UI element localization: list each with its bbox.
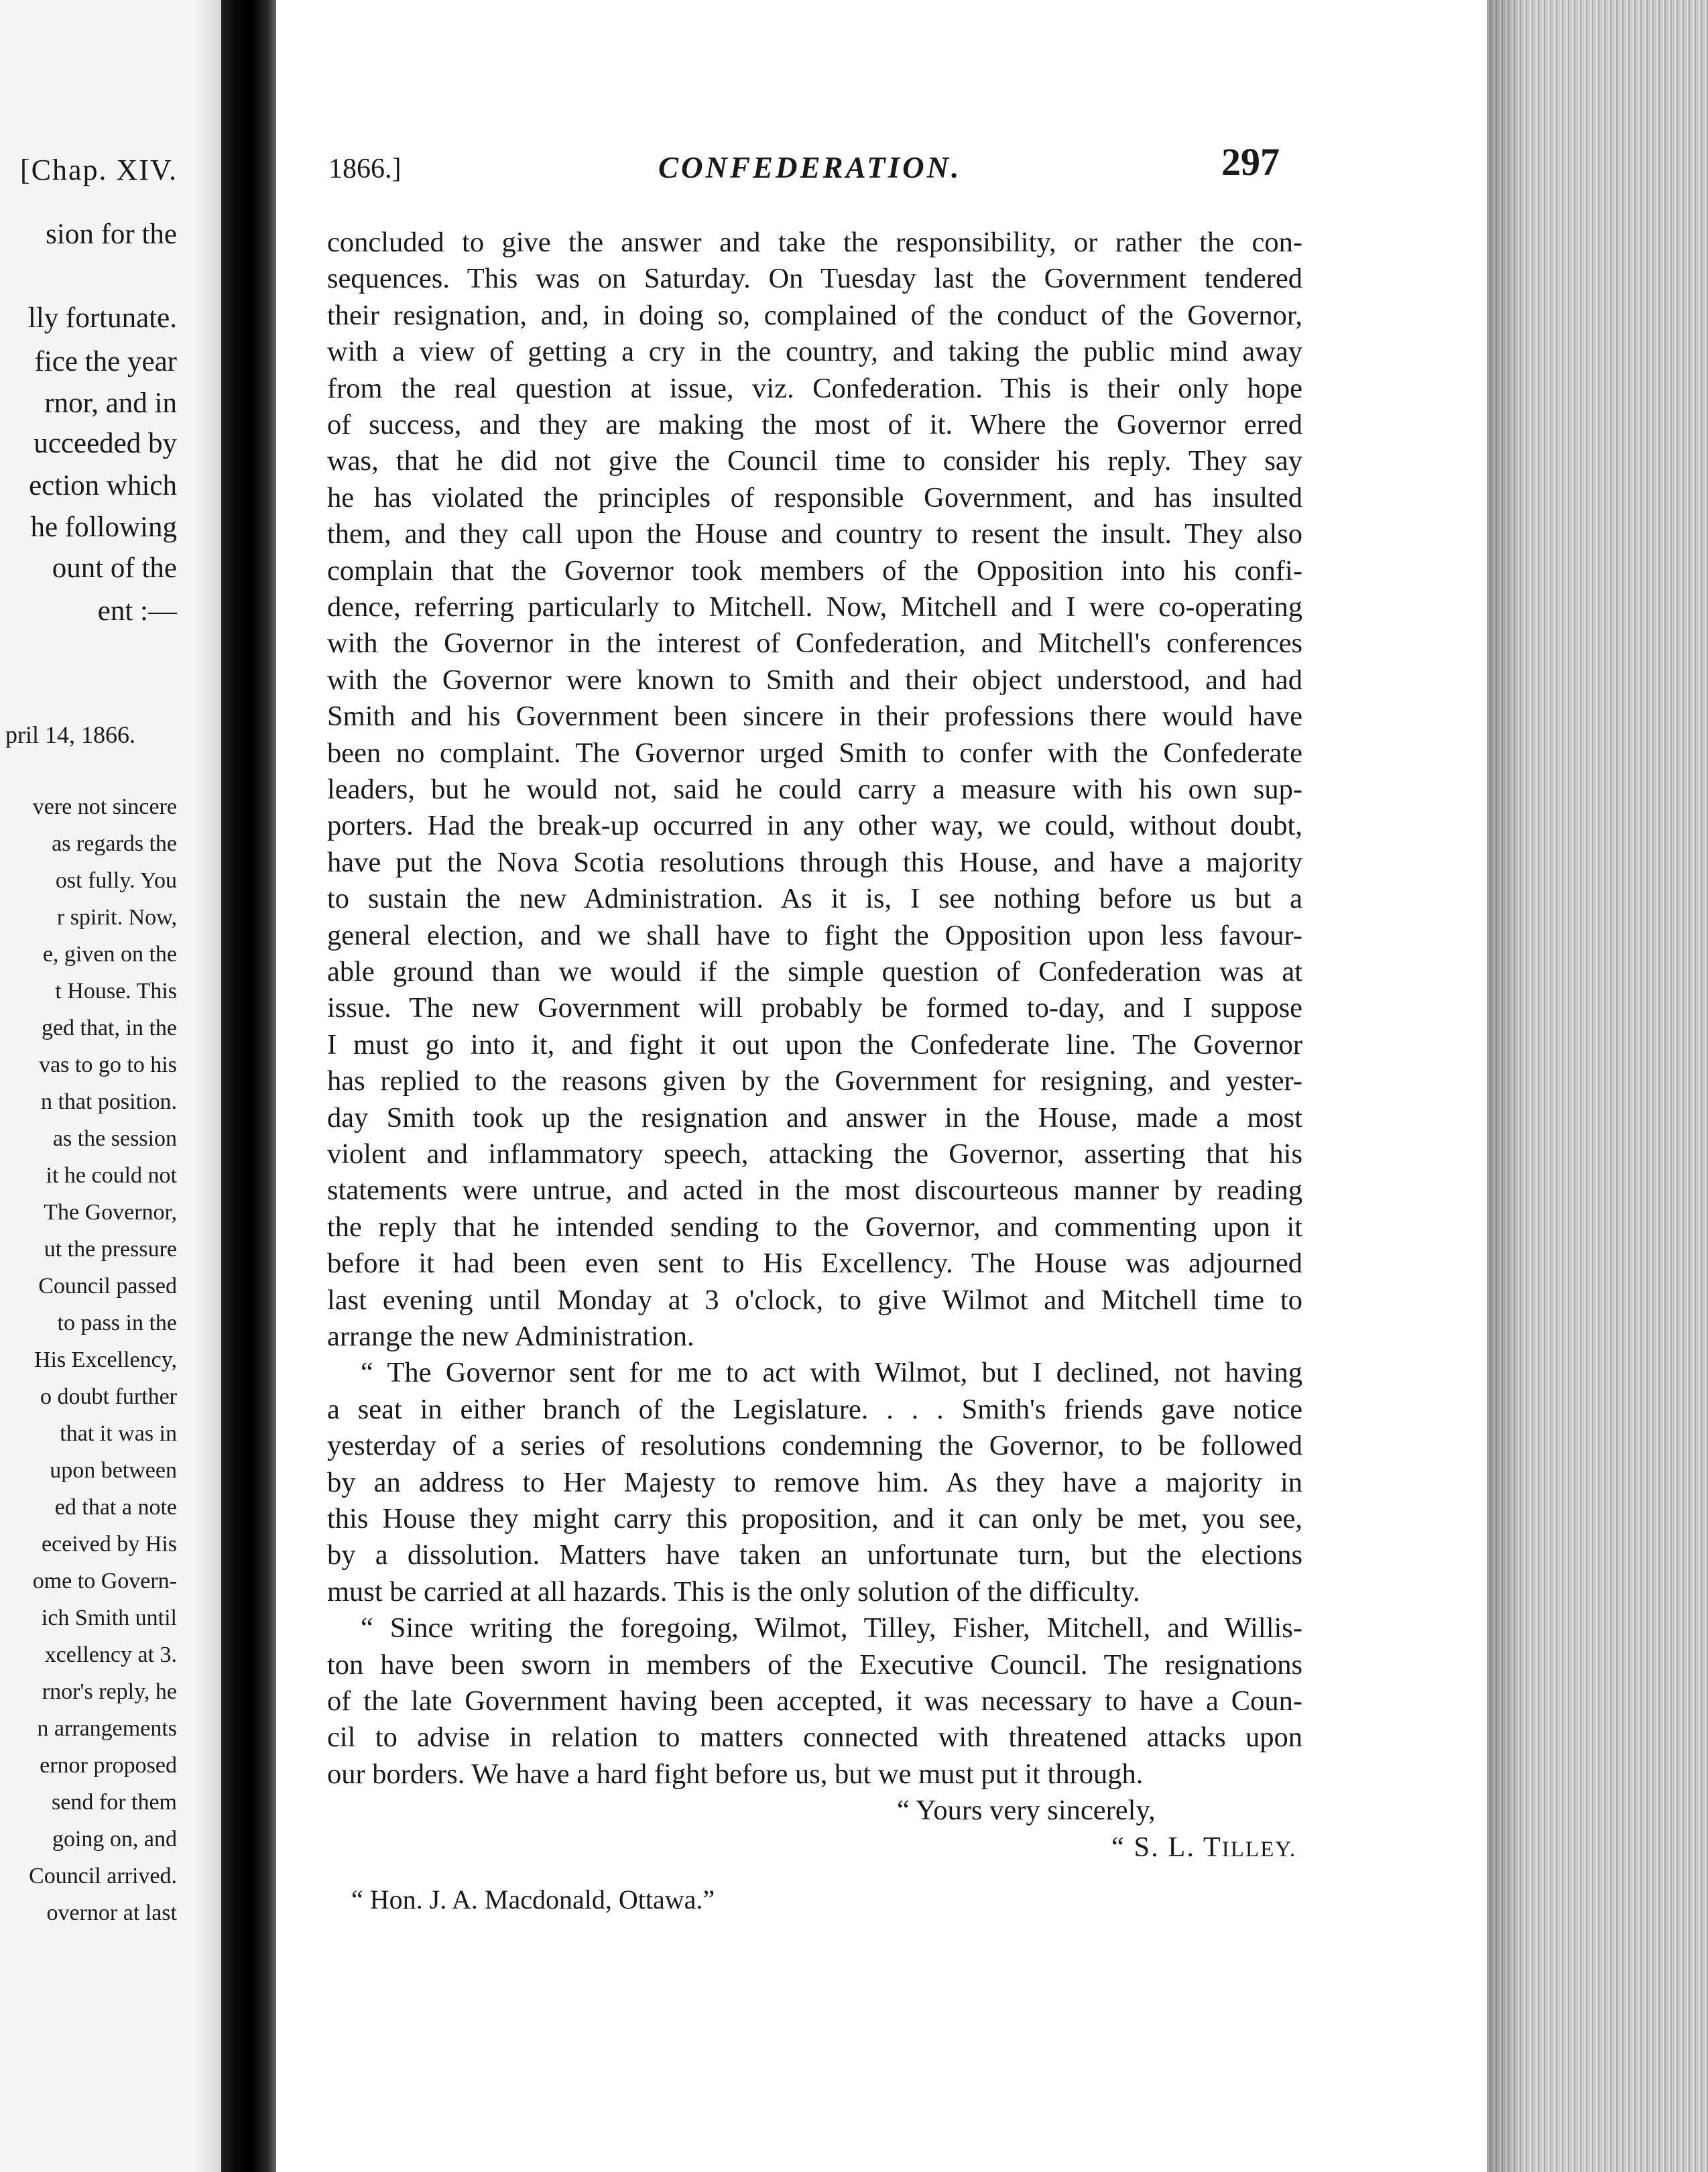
left-page-line: His Excellency, bbox=[34, 1347, 177, 1372]
book-gutter bbox=[221, 0, 276, 2172]
page-number: 297 bbox=[1221, 140, 1280, 184]
left-page-line: The Governor, bbox=[44, 1200, 177, 1225]
left-page-line: vas to go to his bbox=[39, 1052, 177, 1077]
left-page-line: r spirit. Now, bbox=[56, 905, 177, 930]
left-page-line: ich Smith until bbox=[41, 1606, 177, 1630]
left-running-head: [Chap. XIV. bbox=[20, 154, 178, 186]
body-line: “ The Governor sent for me to act with Wilmot, but I declined, not having bbox=[361, 1357, 1302, 1389]
addressee: “ Hon. J. A. Macdonald, Ottawa.” bbox=[351, 1884, 715, 1915]
body-line: this House they might carry this proposition, and it can only be met, you see, bbox=[327, 1503, 1302, 1534]
left-page-line: it he could not bbox=[46, 1163, 177, 1188]
body-line: complain that the Governor took members of the Opposition into his confi- bbox=[327, 554, 1302, 587]
body-line: cil to advise in relation to matters connected with threatened attacks upon bbox=[327, 1722, 1302, 1754]
body-line: before it had been even sent to His Excellency. The House was adjourned bbox=[327, 1248, 1302, 1280]
body-line: day Smith took up the resignation and answer in the House, made a most bbox=[327, 1101, 1302, 1134]
running-head bbox=[276, 134, 1286, 184]
left-page-line: ection which bbox=[29, 470, 177, 501]
left-page-line: Council passed bbox=[38, 1274, 177, 1299]
left-page-line: fice the year bbox=[34, 346, 177, 377]
left-page-line: ount of the bbox=[52, 552, 177, 584]
left-page-line: sion for the bbox=[46, 219, 177, 250]
left-page-line: as the session bbox=[52, 1126, 177, 1151]
body-line: leaders, but he would not, said he could carry a measure with his own sup- bbox=[327, 774, 1302, 805]
body-line: sequences. This was on Saturday. On Tuesday last the Government tendered bbox=[327, 263, 1302, 295]
body-line: issue. The new Government will probably be formed to-day, and I suppose bbox=[327, 992, 1302, 1024]
body-line: by a dissolution. Matters have taken an unfortunate turn, but the elections bbox=[327, 1539, 1302, 1571]
left-page-line: going on, and bbox=[52, 1827, 177, 1852]
body-line: statements were untrue, and acted in the most discourteous manner by reading bbox=[327, 1174, 1302, 1207]
left-page-line: ut the pressure bbox=[44, 1237, 177, 1262]
left-page-line: xcellency at 3. bbox=[44, 1642, 177, 1667]
left-page-line: as regards the bbox=[52, 831, 177, 856]
body-line: must be carried at all hazards. This is the only solution of the difficulty. bbox=[327, 1575, 1140, 1608]
page-edges bbox=[1487, 0, 1708, 2172]
left-page-line: pril 14, 1866. bbox=[5, 721, 135, 748]
left-page-line: eceived by His bbox=[41, 1532, 177, 1557]
left-page-line: ed that a note bbox=[54, 1495, 177, 1520]
body-line: porters. Had the break-up occurred in any other way, we could, without doubt, bbox=[327, 810, 1302, 842]
left-page-line: rnor, and in bbox=[44, 387, 177, 419]
running-head-title: CONFEDERATION. bbox=[658, 151, 962, 184]
body-line: been no complaint. The Governor urged Smith to confer with the Confederate bbox=[327, 737, 1302, 769]
body-line: violent and inflammatory speech, attacking the Governor, asserting that his bbox=[327, 1138, 1302, 1170]
running-head-year: 1866.] bbox=[328, 154, 402, 184]
right-page bbox=[276, 0, 1487, 2172]
left-page-line: overnor at last bbox=[46, 1900, 177, 1925]
body-line: from the real question at issue, viz. Confederation. This is their only hope bbox=[327, 372, 1302, 404]
body-line: with the Governor in the interest of Confederation, and Mitchell's conferences bbox=[327, 627, 1302, 660]
body-line: dence, referring particularly to Mitchell. Now, Mitchell and I were co-operating bbox=[327, 591, 1302, 623]
signature-prefix: “ S. L. T bbox=[1111, 1831, 1222, 1863]
body-line: with a view of getting a cry in the country, and taking the public mind away bbox=[327, 336, 1302, 368]
left-page-line: e, given on the bbox=[42, 942, 177, 967]
left-page-line: lly fortunate. bbox=[27, 302, 177, 334]
body-line: a seat in either branch of the Legislature. . . . Smith's friends gave notice bbox=[327, 1393, 1302, 1425]
left-page-line: ernor proposed bbox=[40, 1753, 177, 1778]
body-line: he has violated the principles of responsible Government, and has insulted bbox=[327, 481, 1302, 514]
left-page-line: send for them bbox=[52, 1790, 177, 1815]
left-page-line: ucceeded by bbox=[34, 428, 177, 459]
body-line: to sustain the new Administration. As it is, I see nothing before us but a bbox=[327, 883, 1302, 915]
body-line: last evening until Monday at 3 o'clock, to give Wilmot and Mitchell time to bbox=[327, 1284, 1302, 1316]
body-line: yesterday of a series of resolutions condemning the Governor, to be followed bbox=[327, 1430, 1302, 1462]
left-facing-page bbox=[0, 0, 221, 2172]
body-line: was, that he did not give the Council time to consider his reply. They say bbox=[327, 445, 1302, 477]
body-line: arrange the new Administration. bbox=[327, 1321, 694, 1352]
left-page-line: ome to Govern- bbox=[32, 1569, 177, 1593]
body-line: with the Governor were known to Smith and their object understood, and had bbox=[327, 664, 1302, 696]
left-page-line: he following bbox=[30, 511, 177, 543]
body-line: their resignation, and, in doing so, complained of the conduct of the Governor, bbox=[327, 299, 1302, 331]
body-line: of the late Government having been accepted, it was necessary to have a Coun- bbox=[327, 1685, 1302, 1717]
left-page-line: to pass in the bbox=[57, 1311, 177, 1335]
left-page-line: o doubt further bbox=[40, 1384, 177, 1409]
left-page-line: that it was in bbox=[60, 1421, 177, 1446]
body-line: the reply that he intended sending to the Governor, and commenting upon it bbox=[327, 1211, 1302, 1243]
left-page-line: rnor's reply, he bbox=[42, 1679, 177, 1704]
body-line: able ground than we would if the simple question of Confederation was at bbox=[327, 956, 1302, 987]
left-page-line: upon between bbox=[50, 1458, 177, 1483]
body-line: our borders. We have a hard fight before us, but we must put it through. bbox=[327, 1758, 1144, 1790]
body-line: “ Since writing the foregoing, Wilmot, Tilley, Fisher, Mitchell, and Willis- bbox=[361, 1612, 1302, 1644]
closing: “ Yours very sincerely, bbox=[897, 1795, 1156, 1827]
signature bbox=[1111, 1829, 1296, 1868]
signature-smallcaps: ILLEY. bbox=[1221, 1837, 1297, 1862]
left-page-line: n arrangements bbox=[37, 1716, 177, 1741]
body-line: I must go into it, and fight it out upon the Confederate line. The Governor bbox=[327, 1028, 1302, 1061]
left-page-line: ent :— bbox=[97, 595, 177, 627]
body-line: have put the Nova Scotia resolutions through this House, and have a majority bbox=[327, 846, 1302, 878]
body-line: ton have been sworn in members of the Executive Council. The resignations bbox=[327, 1648, 1302, 1681]
body-line: by an address to Her Majesty to remove him. As they have a majority in bbox=[327, 1466, 1302, 1498]
left-page-line: t House. This bbox=[55, 979, 177, 1004]
left-page-line: vere not sincere bbox=[32, 794, 177, 819]
body-line: of success, and they are making the most of it. Where the Governor erred bbox=[327, 409, 1302, 440]
left-page-line: Council arrived. bbox=[29, 1864, 177, 1888]
body-line: Smith and his Government been sincere in their professions there would have bbox=[327, 701, 1302, 733]
body-line: has replied to the reasons given by the Government for resigning, and yester- bbox=[327, 1065, 1302, 1097]
left-page-line: ost fully. You bbox=[55, 868, 177, 893]
left-page-line: n that position. bbox=[40, 1089, 177, 1114]
body-line: concluded to give the answer and take the responsibility, or rather the con- bbox=[327, 227, 1302, 258]
body-line: them, and they call upon the House and country to resent the insult. They also bbox=[327, 518, 1302, 550]
body-line: general election, and we shall have to fight the Opposition upon less favour- bbox=[327, 919, 1302, 951]
left-page-line: ged that, in the bbox=[41, 1016, 177, 1040]
